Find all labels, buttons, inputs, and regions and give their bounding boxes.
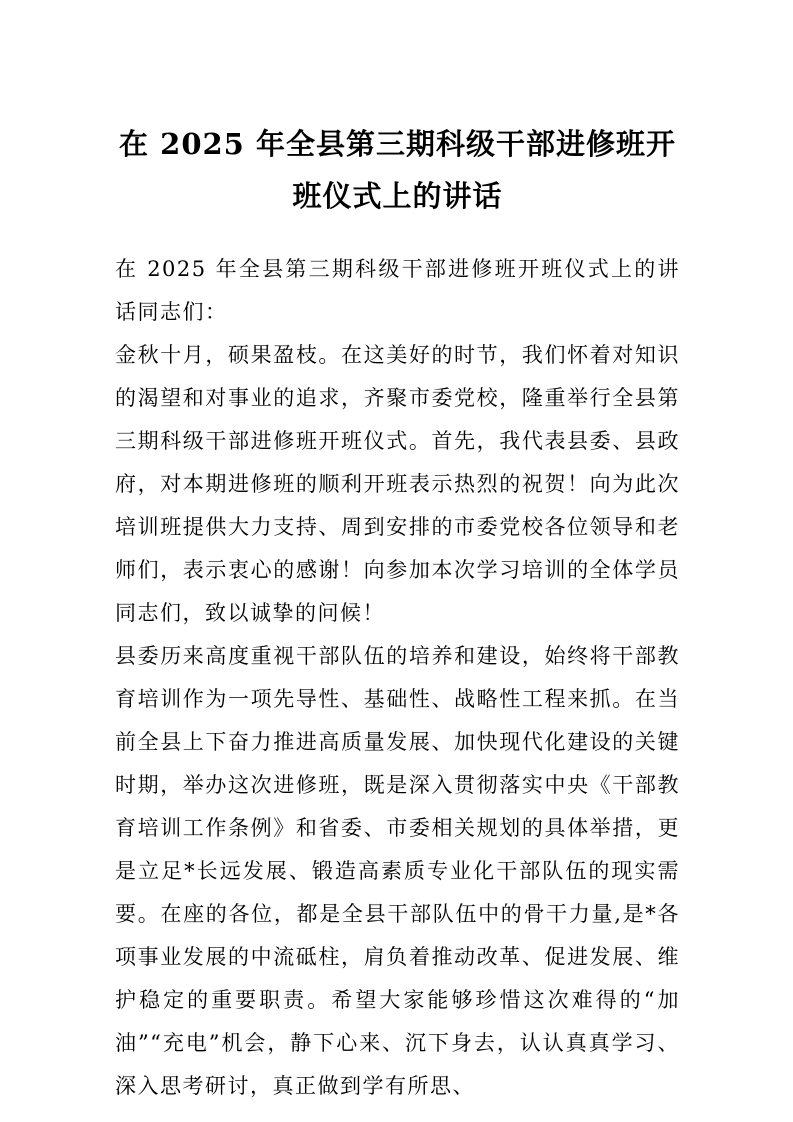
paragraph-opening-greeting: 金秋十月，硕果盈枝。在这美好的时节，我们怀着对知识的渴望和对事业的追求，齐聚市委党校，隆重举行全县第三期科级干部进修班开班仪式。首先，我代表县委、县政府，对本期进修班的顺利开班表示热烈的祝贺！向为此次培训班提供大力支持、周到安排的市委党校各位领导和老师们，表示衷心的感谢！向参加本次学习培训的全体学员同志们，致以诚挚的问候！ xyxy=(115,343,680,625)
paragraph-salutation: 在 2025 年全县第三期科级干部进修班开班仪式上的讲话同志们： xyxy=(115,257,680,324)
document-title: 在 2025 年全县第三期科级干部进修班开班仪式上的讲话 xyxy=(119,127,676,213)
paragraph-cadre-training-importance: 县委历来高度重视干部队伍的培养和建设，始终将干部教育培训作为一项先导性、基础性、战略性工程来抓。在当前全县上下奋力推进高质量发展、加快现代化建设的关键时期，举办这次进修班，既是深入贯彻落实中央《干部教育培训工作条例》和省委、市委相关规划的具体举措，更是立足*长远发展、锻造高素质专业化干部队伍的现实需要。在座的各位，都是全县干部队伍中的骨干力量,是*各项事业发展的中流砥柱，肩负着推动改革、促进发展、维护稳定的重要职责。希望大家能够珍惜这次难得的“加油”“充电”机会，静下心来、沉下身去，认认真真学习、深入思考研讨，真正做到学有所思、 xyxy=(115,644,680,1098)
document-body xyxy=(115,248,680,1108)
